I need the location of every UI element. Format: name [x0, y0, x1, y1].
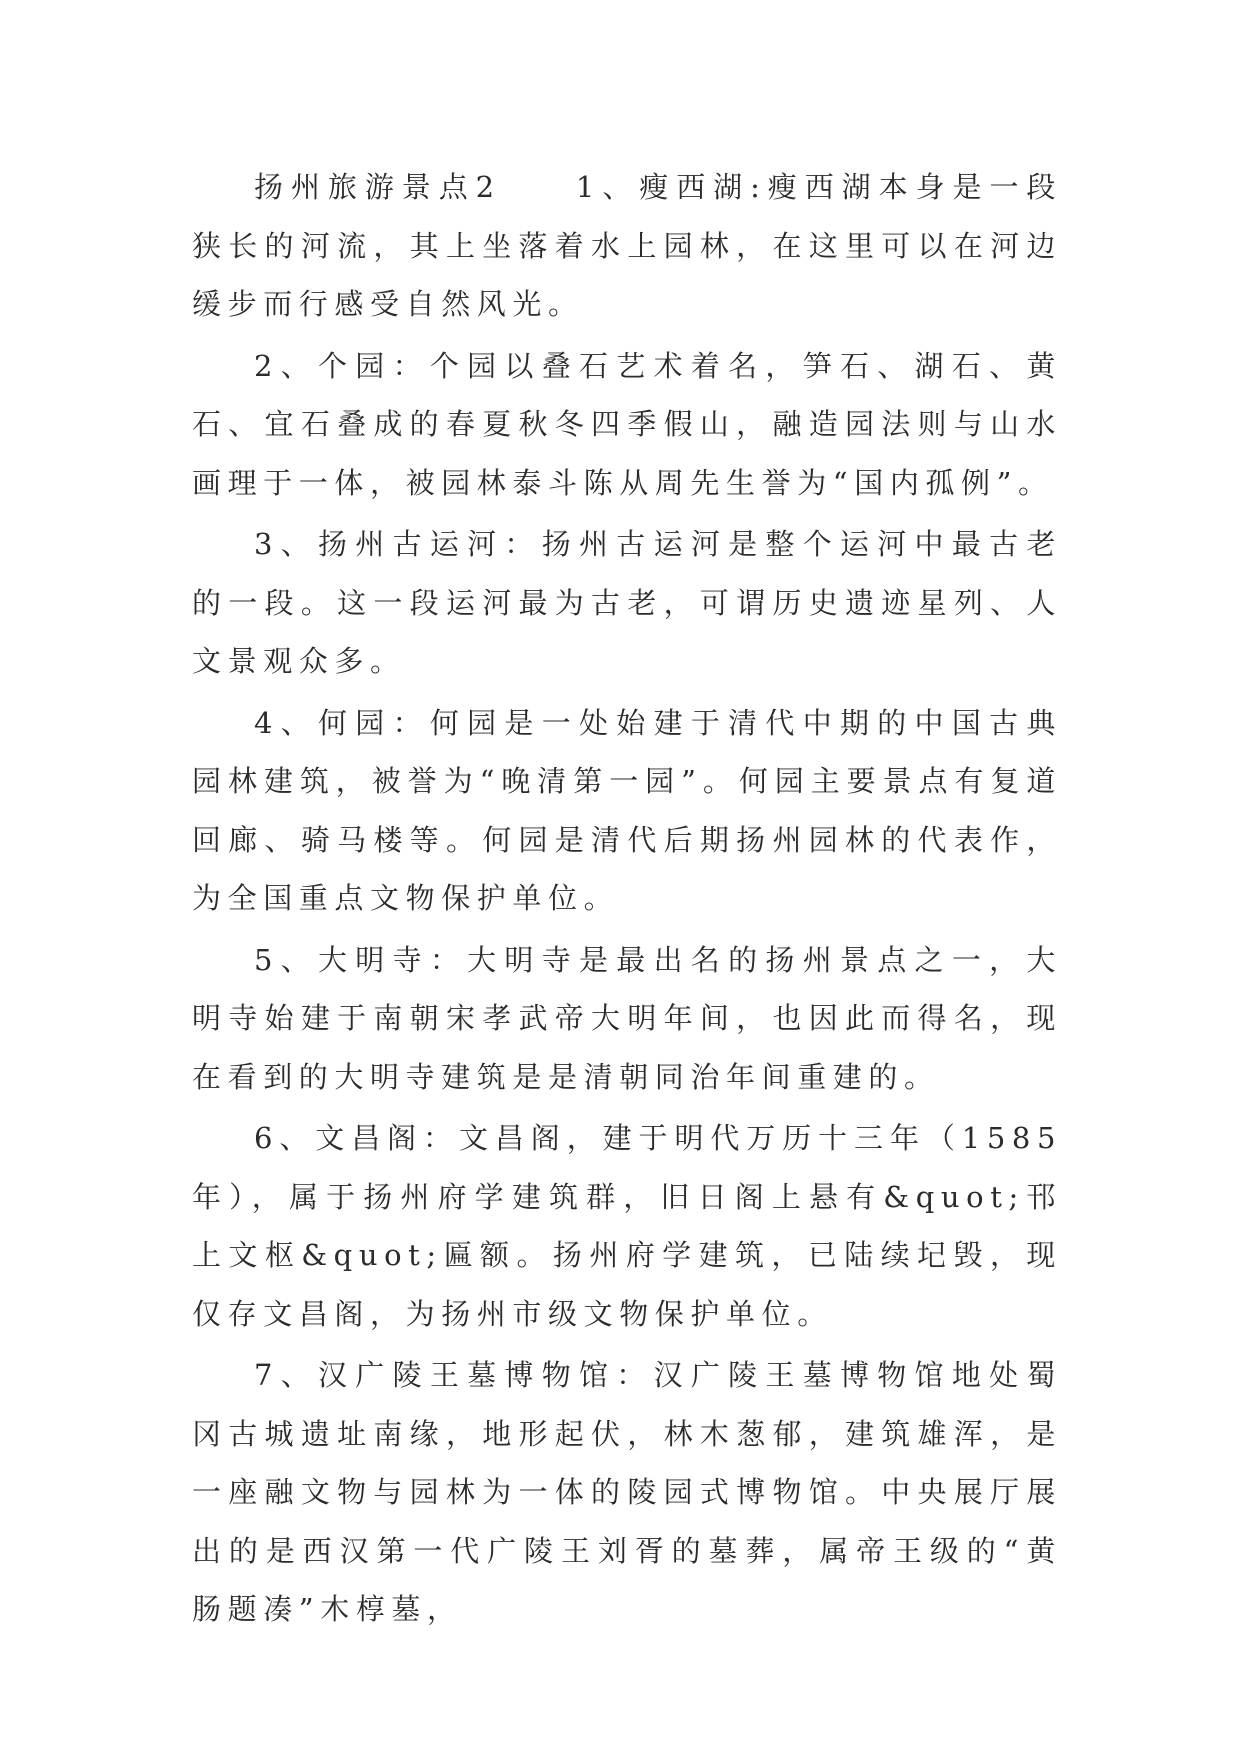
paragraph-wenchang-pavilion: 6、文昌阁：文昌阁，建于明代万历十三年（1585年），属于扬州府学建筑群，旧日阁上悬有&quot;邗上文枢&quot;匾额。扬州府学建筑，已陆续圮毁，现仅存文昌阁，为扬州市级文物保护单位。 — [192, 1121, 1062, 1331]
paragraph-ancient-canal: 3、扬州古运河：扬州古运河是整个运河中最古老的一段。这一段运河最为古老，可谓历史遗迹星列、人文景观众多。 — [192, 527, 1062, 678]
paragraph-intro-slender-west-lake: 扬州旅游景点2 1、瘦西湖:瘦西湖本身是一段狭长的河流，其上坐落着水上园林，在这里可以在河边缓步而行感受自然风光。 — [192, 170, 1062, 321]
paragraph-ge-garden: 2、个园：个园以叠石艺术着名，笋石、湖石、黄石、宜石叠成的春夏秋冬四季假山，融造园法则与山水画理于一体，被园林泰斗陈从周先生誉为“国内孤例”。 — [192, 348, 1062, 500]
paragraph-daming-temple: 5、大明寺：大明寺是最出名的扬州景点之一，大明寺始建于南朝宋孝武帝大明年间，也因此而得名，现在看到的大明寺建筑是是清朝同治年间重建的。 — [192, 942, 1062, 1094]
paragraph-he-garden: 4、何园：何园是一处始建于清代中期的中国古典园林建筑，被誉为“晚清第一园”。何园主要景点有复道回廊、骑马楼等。何园是清代后期扬州园林的代表作，为全国重点文物保护单位。 — [192, 705, 1062, 915]
document-page — [192, 158, 1062, 1642]
paragraph-guangling-tomb-museum: 7、汉广陵王墓博物馆：汉广陵王墓博物馆地处蜀冈古城遗址南缘，地形起伏，林木葱郁，建筑雄浑，是一座融文物与园林为一体的陵园式博物馆。中央展厅展出的是西汉第一代广陵王刘胥的墓葬，属帝王级的“黄肠题凑”木椁墓， — [192, 1358, 1062, 1626]
